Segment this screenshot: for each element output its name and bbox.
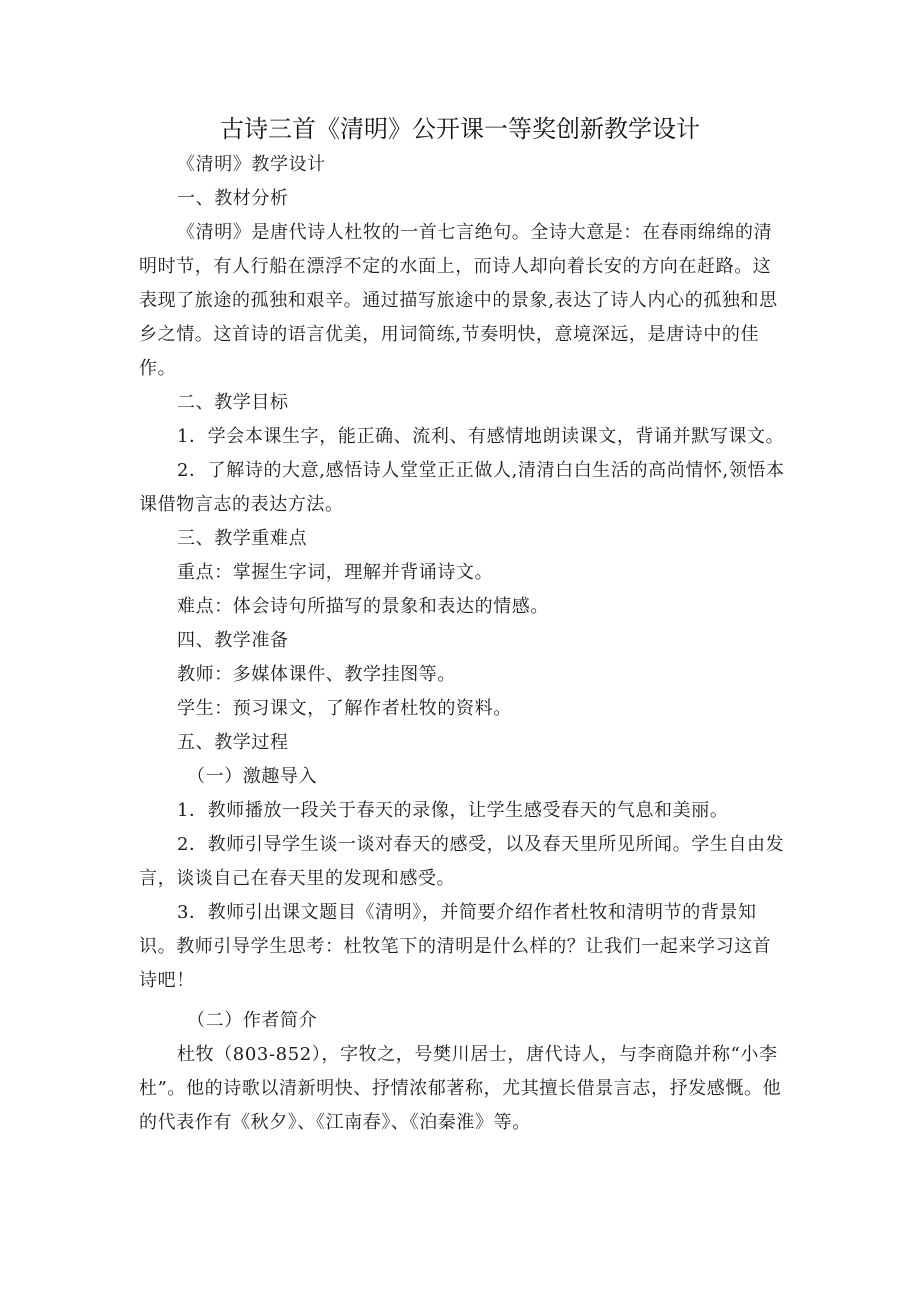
subsection-heading: （一）激趣导入: [187, 766, 318, 787]
paragraph: 教师：多媒体课件、教学挂图等。: [177, 664, 456, 685]
paragraph: 《清明》是唐代诗人杜牧的一首七言绝句。全诗大意是：在春雨绵绵的清明时节，有人行船在漂浮不定的水面上，而诗人却向着长安的方向在赶路。这表现了旅途的孤独和艰辛。通过描写旅途中的景象,表达了诗人内心的孤独和思乡之情。这首诗的语言优美，用词简练,节奏明快，意境深远，是唐诗中的佳作。: [139, 222, 778, 379]
section-heading: 三、教学重难点: [177, 528, 308, 549]
list-item: 2．了解诗的大意,感悟诗人堂堂正正做人,清清白白生活的高尚情怀,领悟本课借物言志的表达方法。: [139, 460, 785, 515]
list-item: 1．教师播放一段关于春天的录像，让学生感受春天的气息和美丽。: [177, 800, 729, 821]
list-item: 2．教师引导学生谈一谈对春天的感受，以及春天里所见所闻。学生自由发言，谈谈自己在春天里的发现和感受。: [139, 834, 785, 889]
subtitle: 《清明》教学设计: [177, 154, 326, 175]
section-heading: 四、教学准备: [177, 630, 289, 651]
paragraph: 难点：体会诗句所描写的景象和表达的情感。: [177, 596, 549, 617]
subsection-heading: （二）作者简介: [187, 1010, 318, 1031]
paragraph: 重点：掌握生字词，理解并背诵诗文。: [177, 562, 494, 583]
section-heading: 五、教学过程: [177, 732, 289, 753]
list-item: 3．教师引出课文题目《清明》，并简要介绍作者杜牧和清明节的背景知识。教师引导学生思考：杜牧笔下的清明是什么样的？让我们一起来学习这首诗吧！: [139, 902, 772, 991]
document-title: 古诗三首《清明》公开课一等奖创新教学设计: [220, 115, 700, 143]
paragraph: 杜牧（803-852），字牧之，号樊川居士，唐代诗人，与李商隐并称“小李杜”。他的诗歌以清新明快、抒情浓郁著称，尤其擅长借景言志，抒发感慨。他的代表作有《秋夕》、《江南春》、《泊秦淮》等。: [139, 1044, 782, 1133]
list-item: 1．学会本课生字，能正确、流利、有感情地朗读课文，背诵并默写课文。: [177, 426, 785, 447]
section-heading: 一、教材分析: [177, 188, 289, 209]
document-body: [139, 148, 789, 1140]
paragraph: 学生：预习课文，了解作者杜牧的资料。: [177, 698, 512, 719]
section-heading: 二、教学目标: [177, 392, 289, 413]
